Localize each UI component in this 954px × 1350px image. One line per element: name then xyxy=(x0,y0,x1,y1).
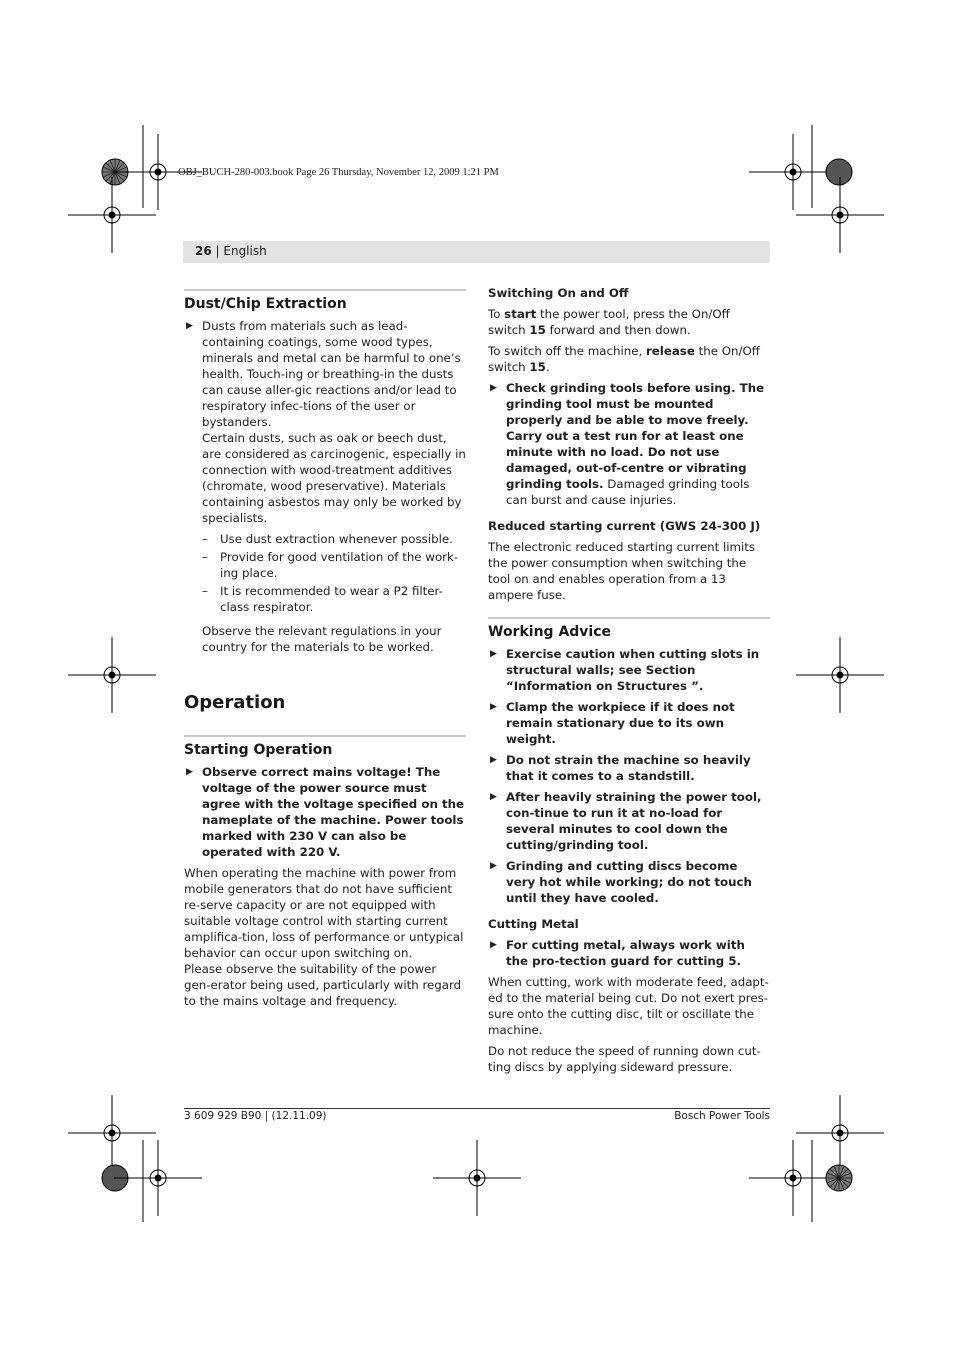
triangle-right-icon: ▶ xyxy=(490,383,497,393)
section-divider xyxy=(184,289,466,291)
dash-text: Use dust extraction whenever possible. xyxy=(220,532,453,546)
dash-item: – Provide for good ventilation of the work-ing place. xyxy=(202,550,459,580)
voltage-bullet xyxy=(184,764,466,860)
reduced-heading: Reduced starting current (GWS 24-300 J) xyxy=(488,519,761,533)
dust-bullet-text: Dusts from materials such as lead-containing coatings, some wood types, minerals and metal can be harmful to one’s health. Touch-ing or breathing-in the dusts can cause aller-gic reactions and/or lead to respiratory infec-tions of the user or bystanders. xyxy=(202,319,461,429)
triangle-right-icon: ▶ xyxy=(490,702,497,712)
suitability-paragraph: Please observe the suitability of the power gen-erator being used, particularly with regard to the mains voltage and frequency. xyxy=(184,962,462,1008)
operation-heading: Operation xyxy=(184,692,286,713)
voltage-bullet-text: Observe correct mains voltage! The voltage of the power source must agree with the voltage specified on the nameplate of the machine. Power tools marked with 230 V can also be operated with 220 V. xyxy=(202,765,465,859)
working-heading: Working Advice xyxy=(488,624,612,640)
triangle-right-icon: ▶ xyxy=(490,861,497,871)
start-paragraph: To start the power tool, press the On/Off switch 15 forward and then down. xyxy=(488,307,730,337)
dash-text: It is recommended to wear a P2 filter-class respirator. xyxy=(220,584,443,614)
page-number: 26 xyxy=(195,244,212,258)
observe-paragraph: Observe the relevant regulations in your country for the materials to be worked. xyxy=(202,624,442,654)
right-column xyxy=(488,285,770,1080)
footer-divider xyxy=(184,1108,770,1109)
triangle-right-icon: ▶ xyxy=(490,940,497,950)
triangle-right-icon: ▶ xyxy=(490,755,497,765)
triangle-right-icon: ▶ xyxy=(186,321,193,331)
cutting-bullet: ▶ For cutting metal, always work with the pro-tection guard for cutting 5. xyxy=(490,938,745,968)
cutting-paragraph: When cutting, work with moderate feed, adapt-ed to the material being cut. Do not exert pres-sure onto the cutting disc, tilt or oscillate the machine. xyxy=(488,975,769,1037)
stop-paragraph: To switch off the machine, release the On/Off switch 15. xyxy=(488,344,760,374)
left-column xyxy=(184,289,466,1014)
check-bullet xyxy=(488,380,770,508)
dash-text: Provide for good ventilation of the work-ing place. xyxy=(220,550,459,580)
dash-item: – Use dust extraction whenever possible. xyxy=(202,532,453,546)
check-bullet-bold: Check grinding tools before using. The grinding tool must be mounted properly and be able to move freely. Carry out a test run for at least one minute with no load. Do not use damaged, out-of-centre or vibrating grinding tools. xyxy=(506,381,765,491)
section-divider xyxy=(488,617,770,619)
dust-paragraph: Certain dusts, such as oak or beech dust, are considered as carcinogenic, especially in connection with wood-treatment additives (chromate, wood preservative). Materials containing asbestos may only be worked by specialists. xyxy=(202,431,466,525)
footer-brand: Bosch Power Tools xyxy=(674,1110,770,1122)
check-bullet-text: Damaged grinding tools can burst and cause injuries. xyxy=(506,477,750,507)
cutting-speed-paragraph: Do not reduce the speed of running down cut-ting discs by applying sideward pressure. xyxy=(488,1044,761,1074)
triangle-right-icon: ▶ xyxy=(490,792,497,802)
dash-item: – It is recommended to wear a P2 filter-class respirator. xyxy=(202,584,443,614)
working-bullet: ▶ After heavily straining the power tool, con-tinue to run it at no-load for several minutes to cool down the cutting/grinding tool. xyxy=(490,790,762,852)
footer-doc-number: 3 609 929 B90 | (12.11.09) xyxy=(184,1110,327,1122)
section-divider xyxy=(184,735,466,737)
working-bullet: ▶ Exercise caution when cutting slots in structural walls; see Section “Information on Structures ”. xyxy=(490,647,760,693)
dust-bullet xyxy=(184,318,466,430)
switching-heading: Switching On and Off xyxy=(488,286,629,300)
starting-heading: Starting Operation xyxy=(184,742,333,758)
reduced-paragraph: The electronic reduced starting current limits the power consumption when switching the tool on and enables operation from a 13 ampere fuse. xyxy=(488,540,756,602)
header-language: English xyxy=(223,244,267,258)
working-bullet: ▶ Do not strain the machine so heavily that it comes to a standstill. xyxy=(490,753,751,783)
triangle-right-icon: ▶ xyxy=(186,767,193,777)
working-bullet: ▶ Grinding and cutting discs become very hot while working; do not touch until they have cooled. xyxy=(490,859,752,905)
printer-slug: OBJ_BUCH-280-003.book Page 26 Thursday, November 12, 2009 1:21 PM xyxy=(178,167,499,178)
page-header xyxy=(195,244,267,258)
generator-paragraph: When operating the machine with power from mobile generators that do not have sufficient re-serve capacity or are not equipped with suitable voltage control with starting current amplifica-tion, loss of performance or untypical behavior can occur upon switching on. xyxy=(184,866,464,960)
page-header-bar xyxy=(183,241,770,263)
header-separator: | xyxy=(211,244,224,258)
triangle-right-icon: ▶ xyxy=(490,649,497,659)
cutting-heading: Cutting Metal xyxy=(488,917,579,931)
dust-heading: Dust/Chip Extraction xyxy=(184,296,347,312)
working-bullet: ▶ Clamp the workpiece if it does not remain stationary due to its own weight. xyxy=(490,700,735,746)
